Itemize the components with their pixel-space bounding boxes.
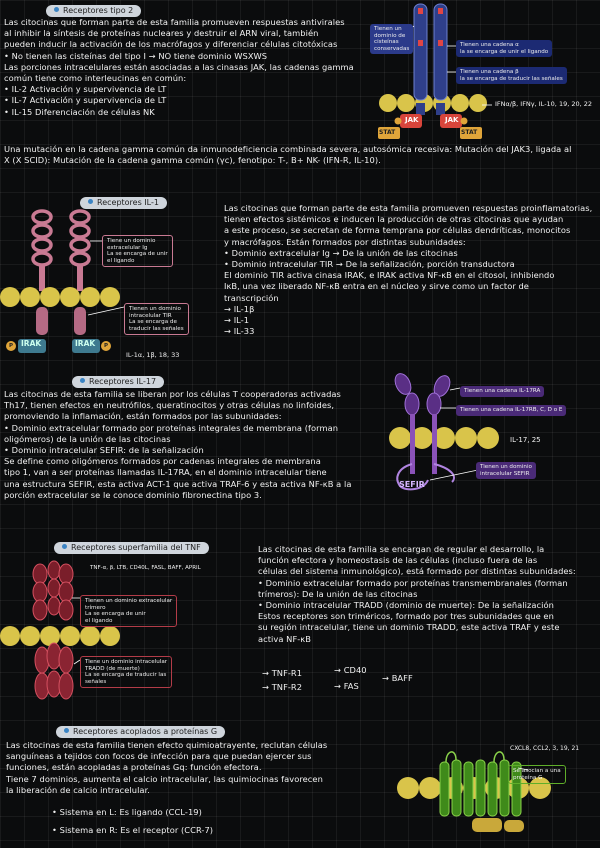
note-il17rb: Tienen una cadena IL-17RB, C, D o E: [456, 405, 566, 416]
tnf-receptor-diagram: [0, 556, 140, 716]
paragraph-line: su región intracelular, tiene un dominio TRADD, este activa TRAF y este: [258, 622, 560, 633]
paragraph-line: y macrófagos. Están formados por distintas subunidades:: [224, 236, 466, 247]
il17-ligands: IL-17, 25: [510, 436, 541, 444]
list-item: • IL-7 Activación y supervivencia de LT: [4, 95, 167, 106]
list-item: • Dominio intracelular TIR → De la señalización, porción transductora: [224, 259, 515, 270]
paragraph-line: células del sistema inmunológico), está formado por distintas subunidades:: [258, 566, 576, 577]
irak-label: IRAK: [21, 339, 42, 348]
list-item: • Dominio extracelular formado por proteínas transmembranales (forman: [258, 577, 568, 588]
gpcr-ligands: CXCL8, CCL2, 3, 19, 21: [510, 745, 580, 752]
jak-label: JAK: [405, 116, 419, 124]
stat-label: STAT: [379, 129, 396, 136]
paragraph-line: Th17, tienen efectos en neutrófilos, queratinocitos y otras células no linfoides,: [4, 400, 335, 411]
paragraph-line: función efectora y homeostasis de las células (incluso fuera de las: [258, 555, 538, 566]
note-sefir-domain: Tienen un dominio intracelular SEFIR: [476, 462, 536, 479]
list-item: → TNF-R1: [262, 668, 303, 678]
list-item: → FAS: [334, 681, 359, 691]
membrane-bilayer: [0, 626, 120, 646]
membrane-bilayer: [0, 287, 120, 307]
il1-receptor-diagram: [0, 205, 130, 370]
bullet-icon: [80, 378, 85, 383]
paragraph-line: Se define como oligómeros formados por cadenas integrales de membrana: [4, 456, 321, 467]
phosphate-label: P: [104, 343, 109, 349]
stat-label: STAT: [461, 129, 478, 136]
list-item: • Sistema en L: Es ligando (CCL-19): [52, 807, 202, 817]
section-title-gpcr: Receptores acoplados a proteínas G: [56, 726, 225, 738]
list-item: • IL-15 Diferenciación de células NK: [4, 106, 155, 117]
paragraph-line: promoviendo la inflamación, están formados por las subunidades:: [4, 411, 282, 422]
s2-text-block: [224, 203, 592, 337]
paragraph-line: Las citocinas de esta familia se encargan de regular el desarrollo, la: [258, 544, 545, 554]
list-item: oligómeros) de la unión de las citocinas: [4, 433, 171, 444]
paragraph-line: Una mutación en la cadena gamma común da inmunodeficiencia combinada severa, autosómica recesiva: Mutación del JAK3, ligada al: [4, 144, 572, 154]
note-tradd-domain: Tiene un dominio intracelular TRADD (de muerte) La se encarga de traducir las señales: [80, 656, 172, 688]
paragraph-line: tienen efectos sistémicos e inducen la producción de otras citocinas que ayudan: [224, 214, 564, 225]
paragraph-line: tipo 1, van a ser proteínas llamadas IL-17RA, en el dominio intracelular tiene: [4, 467, 327, 478]
bullet-icon: [54, 7, 59, 12]
bullet-icon: [64, 728, 69, 733]
bullet-icon: [62, 544, 67, 549]
jak-label: JAK: [445, 116, 459, 124]
paragraph-line: Las citocinas de esta familia tienen efecto quimioatrayente, reclutan células: [6, 740, 328, 750]
paragraph-line: funciones, están acopladas a proteínas Gq: función efectora.: [6, 762, 262, 773]
list-item: → IL-33: [224, 326, 255, 337]
paragraph-line: la liberación de calcio intracelular.: [6, 784, 150, 795]
paragraph-line: Las porciones intracelulares están asociadas a las cinasas JAK, las cadenas gamma: [4, 61, 354, 72]
sefir-label: SEFIR: [399, 480, 425, 489]
phosphate-label: P: [9, 343, 14, 349]
note-ig-domain: Tiene un dominio extracelular Ig La se encarga de unir el ligando: [102, 235, 173, 267]
paragraph-line: porción extracelular se le conoce dominio fibronectina tipo 3.: [4, 489, 262, 500]
note-il17ra: Tienen una cadena IL-17RA: [460, 386, 544, 397]
note-alpha-chain: Tienen una cadena α la se encarga de unir el ligando: [456, 40, 552, 57]
irak-label: IRAK: [75, 339, 96, 348]
paragraph-line: X (X SCID): Mutación de la cadena gamma común (γc), fenotipo: T-, B+ NK- (IFN-R, IL-10).: [4, 155, 381, 165]
paragraph-line: Estos receptores son triméricos, formado por tres subunidades que en: [258, 611, 554, 622]
section-title-il1: Receptores IL-1: [80, 197, 167, 209]
list-item: → BAFF: [382, 673, 413, 683]
type2-ligands: IFNα/β, IFNγ, IL-10, 19, 20, 22: [495, 100, 593, 108]
gpcr-receptor-diagram: [390, 740, 600, 848]
bullet-icon: [88, 199, 93, 204]
list-item: • Dominio extracelular Ig → De la unión de las citocinas: [224, 247, 458, 258]
list-item: trímeros): De la unión de las citocinas: [258, 588, 418, 599]
paragraph-line: al inhibir la síntesis de proteínas nucleares y destruir el ARN viral, también: [4, 28, 319, 39]
il1-ligands: IL-1α, 1β, 18, 33: [126, 351, 180, 359]
list-item: → IL-1: [224, 315, 250, 326]
membrane-bilayer: [379, 94, 487, 112]
paragraph-line: a este proceso, se secretan de forma temprana por células dendríticas, monocitos: [224, 225, 571, 236]
section-title-tnf: Receptores superfamilia del TNF: [54, 542, 209, 554]
paragraph-line: activa NF-κB: [258, 633, 311, 644]
paragraph-line: • No tienen las cisteínas del tipo I → NO tiene dominio WSXWS: [4, 50, 268, 61]
list-item: • Dominio extracelular formado por proteínas integrales de membrana (forman: [4, 422, 339, 433]
list-item: • Dominio intracelular TRADD (dominio de muerte): De la señalización: [258, 600, 554, 611]
membrane-bilayer: [389, 427, 499, 449]
s1-text-block: [4, 17, 354, 118]
list-item: → CD40: [334, 665, 367, 675]
list-item: • Sistema en R: Es el receptor (CCR-7): [52, 825, 214, 835]
paragraph-line: sanguíneas a tejidos con focos de infección para que puedan ejercer sus: [6, 751, 312, 762]
s4-text-block: [258, 544, 576, 645]
list-item: → TNF-R2: [262, 682, 303, 692]
paragraph-line: Las citocinas que forman parte de esta familia promueven respuestas proinflamatorias,: [224, 203, 593, 213]
paragraph-line: común tiene como interleucinas en común:: [4, 73, 187, 84]
list-item: • Dominio intracelular SEFIR: de la señalización: [4, 445, 204, 456]
list-item: • IL-2 Activación y supervivencia de LT: [4, 84, 167, 95]
paragraph-line: Las citocinas de esta familia se liberan por los células T cooperadoras activadas: [4, 389, 341, 399]
paragraph-line: Las citocinas que forman parte de esta familia promueven respuestas antivirales: [4, 17, 345, 27]
note-tir-domain: Tienen un dominio intracelular TIR La se encarga de traducir las señales: [124, 303, 189, 335]
paragraph-line: una estructura SEFIR, esta activa ACT-1 que activa TRAF-6 y esta activa NF-κB a la: [4, 478, 352, 489]
note-g-protein: Se asocian a una proteína G: [508, 765, 566, 784]
paragraph-line: IκB, una vez liberado NF-κB entra en el núcleo y sirve como un factor de: [224, 281, 529, 292]
section-title-il17: Receptores IL-17: [72, 376, 164, 388]
list-item: → IL-1β: [224, 303, 255, 314]
section-title-tipo2: Receptores tipo 2: [46, 5, 141, 17]
s5-text-block: [6, 740, 327, 796]
paragraph-line: El dominio TIR activa cinasa IRAK, e IRAK activa NF-κB en el citosol, inhibiendo: [224, 270, 555, 281]
note-beta-chain: Tienen una cadena β la se encarga de traducir las señales: [456, 67, 567, 84]
note-trimer-domain: Tienen un dominio extracelular trímero La se encarga de unir el ligando: [80, 595, 177, 627]
paragraph-line: Tiene 7 dominios, aumenta el calcio intracelular, las quimiocinas favorecen: [6, 773, 323, 784]
paragraph-line: pueden inducir la activación de los macrófagos y diferenciar células citotóxicas: [4, 39, 338, 50]
tnf-ligands: TNF-α, β, LTB, CD40L, FASL, BAFF, APRIL: [90, 565, 201, 571]
paragraph-line: transcripción: [224, 292, 279, 303]
s3-text-block: [4, 389, 351, 501]
note-cysteine-domain: Tienen un dominio de cisteínas conservadas: [370, 24, 413, 54]
